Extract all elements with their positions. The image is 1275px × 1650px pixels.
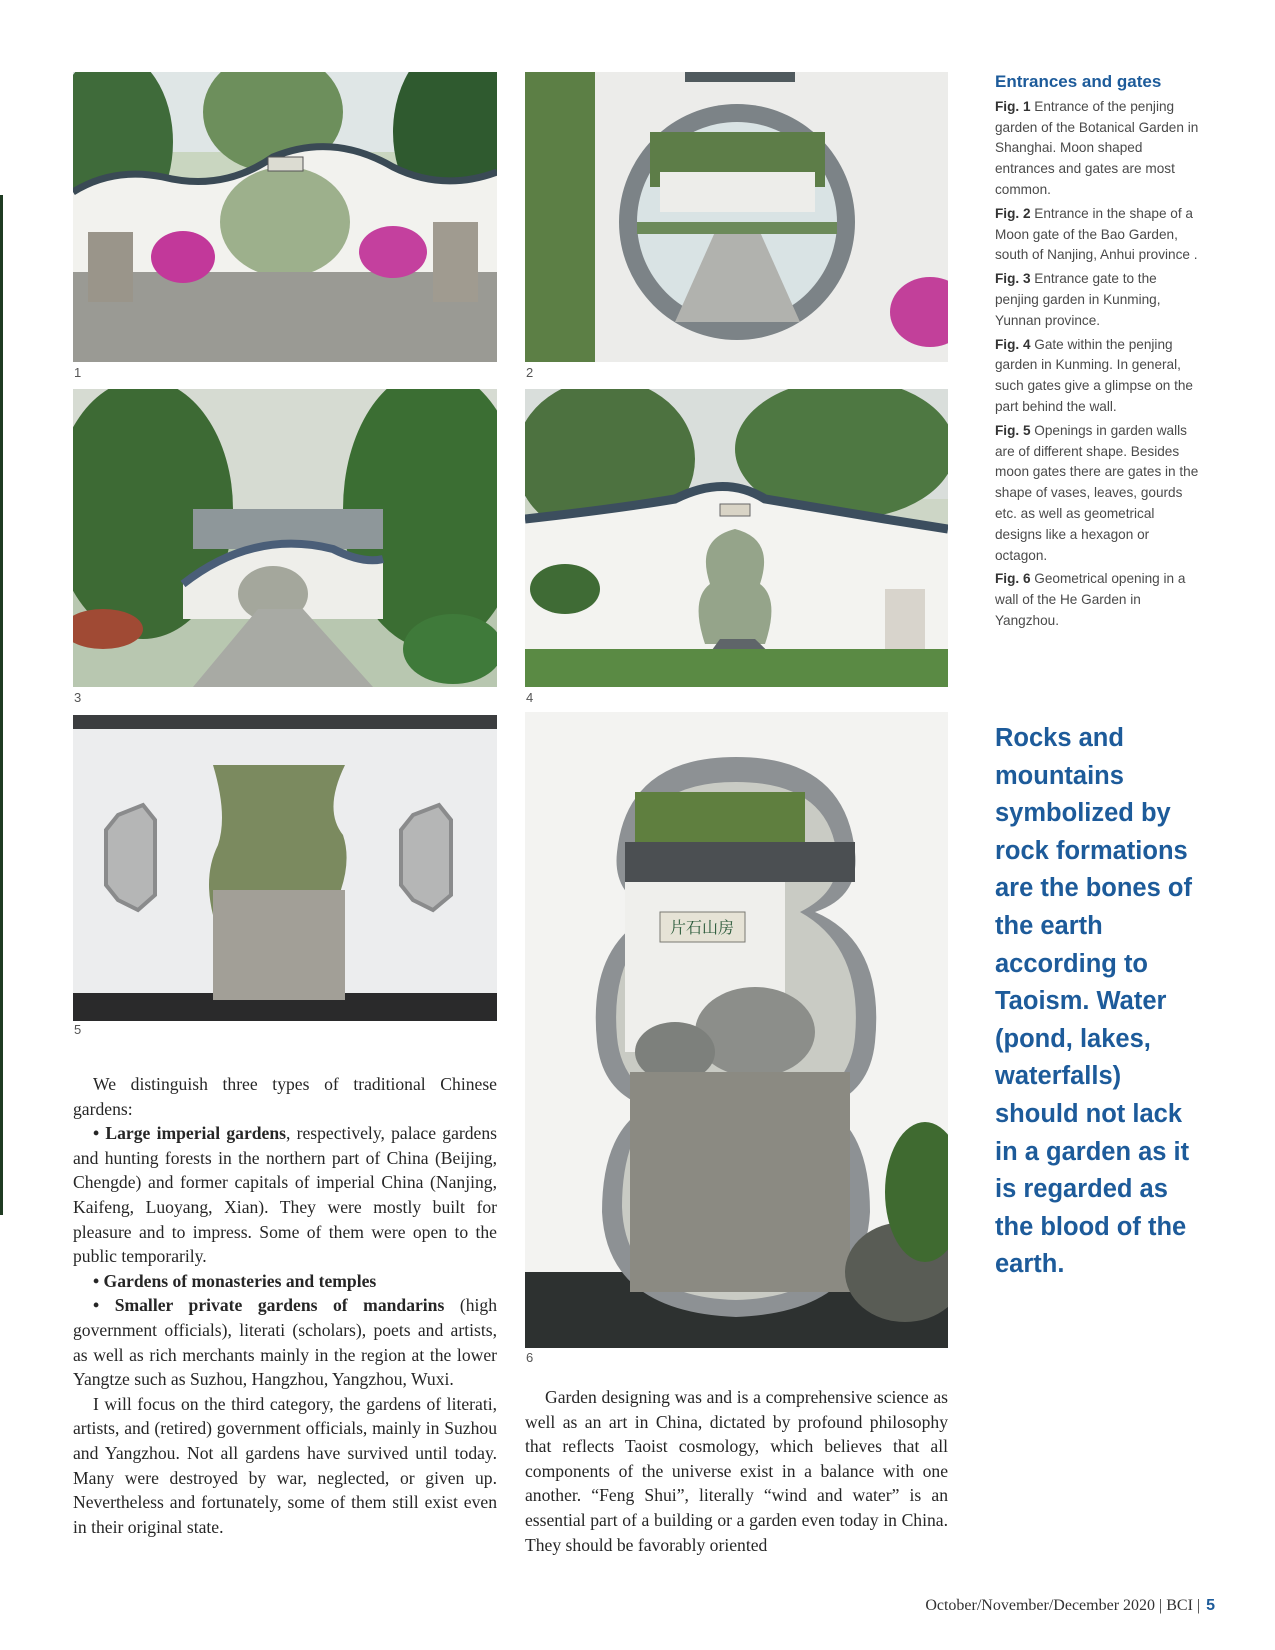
caption-label: Fig. 4 [995,336,1031,352]
list-item-monasteries [73,1269,497,1294]
list-item-text: (high government officials), literati (scholars), poets and artists, as well as rich merchants mainly in the region at the lower Yangtze such as Suzhou, Hangzhou, Yangzhou, Wuxi. [73,1295,497,1390]
body-column-left [73,1072,497,1539]
body-column-right [525,1385,948,1557]
page-footer [925,1597,1215,1615]
list-item-bold: • Large imperial gardens [93,1123,286,1144]
caption-fig-1 [995,97,1200,201]
body-intro: We distinguish three types of traditional Chinese gardens: [73,1074,497,1119]
figure-number: 1 [74,365,82,380]
list-item-private [73,1293,497,1391]
caption-label: Fig. 5 [995,422,1031,438]
list-item-text: , respectively, palace gardens and hunting forests in the northern part of China (Beijing, Chengde) and former capitals of imperial China (Nanjing, Kaifeng, Luoyang, Xian). They were mostly built for pleasure and to impress. Some of them were open to the public temporarily. [73,1123,497,1267]
page-edge-bar [0,195,3,1215]
issue-text: October/November/December 2020 | BCI | [925,1597,1201,1614]
caption-fig-6 [995,569,1200,631]
page-number: 5 [1206,1597,1215,1614]
figure-number: 6 [526,1350,534,1365]
body-paragraph: Garden designing was and is a comprehensive science as well as an art in China, dictated by profound philosophy that reflects Taoist cosmology, which believes that all components of the universe exist in a balance with one another. “Feng Shui”, literally “wind and water” is an essential part of a building or a garden even today in China. They should be favorably oriented [525,1387,948,1555]
plaque-text: 片石山房 [669,918,735,937]
caption-fig-5 [995,421,1200,567]
figure-number: 4 [526,690,534,705]
caption-text: Gate within the penjing garden in Kunming. In general, such gates give a glimpse on the part behind the wall. [995,336,1193,414]
figure-number: 3 [74,690,82,705]
caption-fig-3 [995,269,1200,331]
caption-fig-2 [995,204,1200,266]
caption-label: Fig. 6 [995,571,1031,587]
caption-fig-4 [995,335,1200,418]
caption-text: Openings in garden walls are of different shape. Besides moon gates there are gates in the shape of vases, leaves, gourds etc. as well as geometrical designs like a hexagon or octagon. [995,422,1199,563]
list-item-bold: • Smaller private gardens of mandarins [93,1295,445,1316]
figure-number: 2 [526,365,534,380]
list-item-imperial [73,1121,497,1269]
photo-3 [73,389,497,687]
caption-label: Fig. 2 [995,205,1031,221]
caption-text: Geometrical opening in a wall of the He Garden in Yangzhou. [995,571,1186,628]
pull-quote: Rocks and mountains symbolized by rock formations are the bones of the earth according to Taoism. Water (pond, lakes, waterfalls) should not lack in a garden as it is regarded as the blood of the earth. [995,724,1192,1279]
caption-label: Fig. 1 [995,98,1031,114]
photo-4 [525,389,948,687]
photo-5 [73,715,497,1021]
caption-label: Fig. 3 [995,271,1031,287]
caption-text: Entrance of the penjing garden of the Botanical Garden in Shanghai. Moon shaped entrances and gates are most common. [995,98,1199,197]
caption-sidebar [995,72,1200,635]
list-item-bold: • Gardens of monasteries and temples [93,1270,377,1291]
sidebar-heading: Entrances and gates [995,72,1162,91]
body-paragraph: I will focus on the third category, the gardens of literati, artists, and (retired) government officials, mainly in Suzhou and Yangzhou. Not all gardens have survived until today. Many were destroyed by war, neglected, or given up. Nevertheless and fortunately, some of them still exist even in their original state. [73,1393,497,1537]
photo-1 [73,72,497,362]
caption-text: Entrance in the shape of a Moon gate of the Bao Garden, south of Nanjing, Anhui province . [995,205,1198,263]
photo-6 [525,712,948,1348]
caption-text: Entrance gate to the penjing garden in Kunming, Yunnan province. [995,271,1161,328]
photo-2 [525,72,948,362]
figure-number: 5 [74,1022,82,1037]
